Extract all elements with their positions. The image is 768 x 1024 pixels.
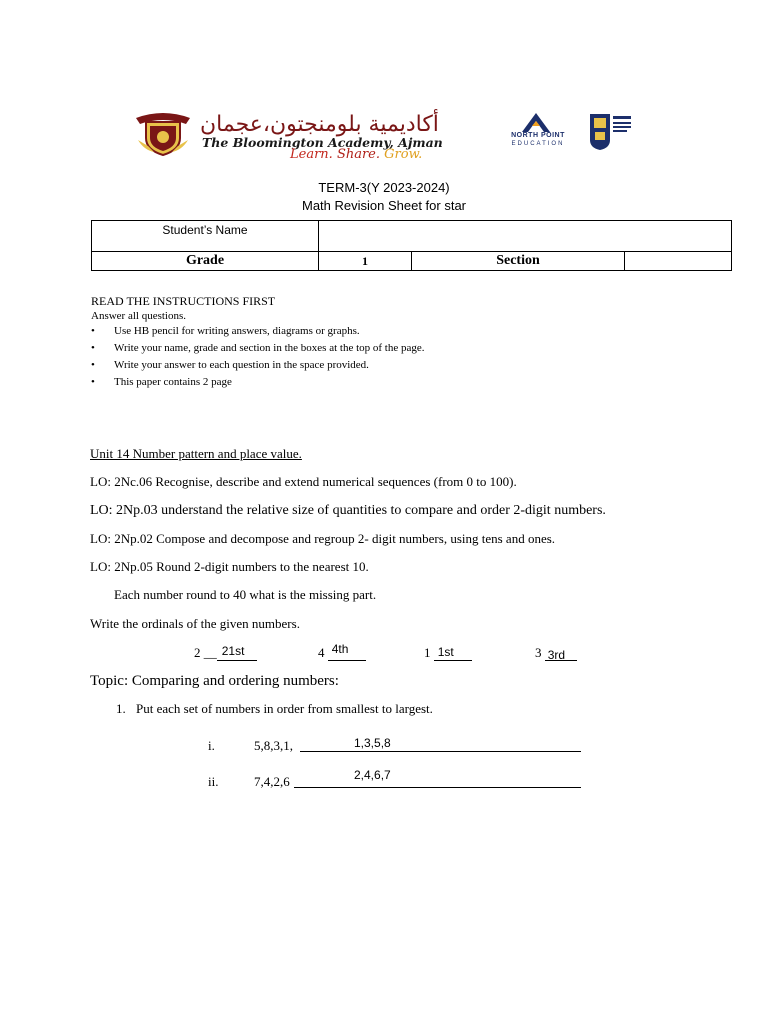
accreditation-shield-icon [586,112,632,156]
question-number: 1. [116,701,126,716]
school-name-english: The Bloomington Academy, Ajman [202,135,443,150]
partner-subtitle: EDUCATION [511,141,565,147]
instructions-intro: Answer all questions. [91,310,187,322]
instructions-heading: READ THE INSTRUCTIONS FIRST [91,294,276,308]
school-crest-icon [134,110,192,156]
bullet-icon: • [91,359,95,371]
table-row [92,252,732,271]
handwritten-answer: 2,4,6,7 [354,768,391,782]
question-text: Put each set of numbers in order from smallest to largest. [136,701,433,716]
partner-name: NORTH POINT [511,132,565,139]
section-field[interactable] [625,252,732,271]
bullet-icon: • [91,325,95,337]
handwritten-answer: 1st [437,645,454,659]
school-name-arabic: أكاديمية بلومنجتون،عجمان [200,112,439,137]
student-info-table [91,220,732,271]
answer-blank[interactable] [545,648,577,661]
grade-value[interactable]: 1 [319,252,412,271]
table-row [92,221,732,252]
number-set: 7,4,2,6 [254,774,290,789]
section-label: Section [412,252,625,271]
rounding-question: Each number round to 40 what is the missing part. [114,587,377,602]
ordinal-item: 4 4th [318,645,366,661]
learning-objective: LO: 2Np.05 Round 2-digit numbers to the nearest 10. [90,559,369,574]
ordinal-item: 3 3rd [535,645,577,661]
learning-objective: LO: 2Np.02 Compose and decompose and regroup 2- digit numbers, using tens and ones. [90,531,556,546]
topic-title: Topic: Comparing and ordering numbers: [90,673,339,689]
grade-label: Grade [92,252,319,271]
school-header [134,110,634,162]
handwritten-answer: 1,3,5,8 [354,736,391,750]
sheet-title: Math Revision Sheet for star [301,198,467,213]
bullet-icon: • [91,342,95,354]
roman-numeral: ii. [208,774,219,789]
answer-line[interactable] [300,738,581,752]
student-name-label: Student’s Name [92,221,319,252]
handwritten-answer: 4th [331,642,349,656]
student-name-field[interactable] [319,221,732,252]
bullet-icon: • [91,376,95,388]
answer-blank[interactable] [434,645,472,661]
roman-numeral: i. [208,738,215,753]
ordinals-question: Write the ordinals of the given numbers. [90,616,300,631]
ordinal-item: 2 __ 21st [194,645,257,661]
unit-title: Unit 14 Number pattern and place value. [90,446,302,461]
number-set: 5,8,3,1, [254,738,293,753]
ordinal-item: 1 1st [424,645,472,661]
term-title: TERM-3(Y 2023-2024) [318,180,450,195]
learning-objective: LO: 2Nc.06 Recognise, describe and extend numerical sequences (from 0 to 100). [90,474,517,489]
handwritten-answer: 3rd [547,648,566,662]
answer-line[interactable] [294,768,581,788]
school-tagline: Learn. Share. Grow. [290,147,423,162]
learning-objective: LO: 2Np.03 understand the relative size of quantities to compare and order 2-digit numbers. [90,503,606,518]
handwritten-answer: 21st [221,644,245,658]
